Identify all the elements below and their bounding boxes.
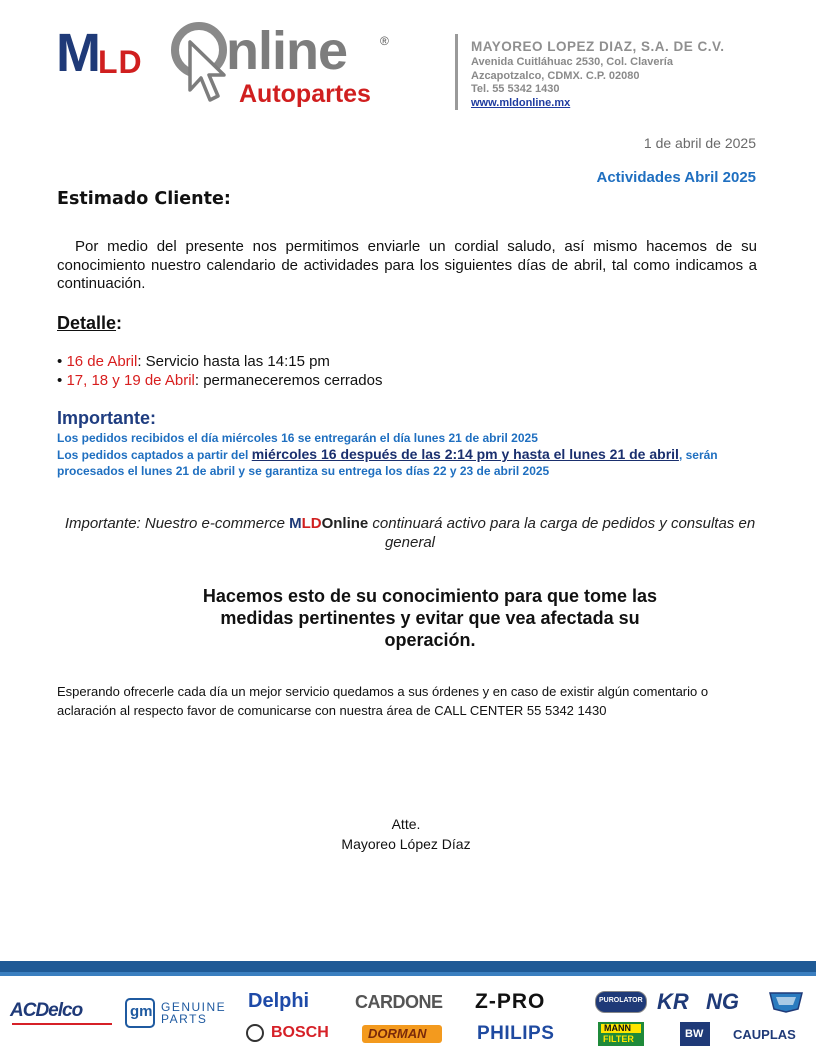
company-logo — [56, 20, 396, 112]
closing-paragraph: Esperando ofrecerle cada día un mejor servicio quedamos a sus órdenes y en caso de existir algún comentario o aclaración al respecto favor de comunicarse con nuestra área de CALL CENTER 55 5342 1430 — [57, 684, 709, 718]
logo-cursor-o-icon — [168, 20, 230, 110]
detail-list — [57, 353, 382, 390]
parts-text: PARTS — [161, 1012, 208, 1026]
intro-paragraph: Por medio del presente nos permitimos enviarle un cordial saludo, así mismo hacemos de su conocimiento nuestro calendario de actividades para los siguientes días de abril, tal como indicamos a continuación. — [57, 238, 757, 292]
dorman-badge — [362, 1025, 442, 1043]
brand-ng-text: NG — [706, 989, 739, 1014]
important-highlight: miércoles 16 después de las 2:14 pm y hasta el lunes 21 de abril — [251, 446, 679, 462]
brand-logo-kr — [657, 991, 689, 1013]
mann-filter-badge — [598, 1022, 644, 1046]
signature-block — [300, 814, 512, 854]
bullet: • — [57, 371, 63, 389]
company-phone: Tel. 55 5342 1430 — [471, 83, 560, 95]
detail-date: 17, 18 y 19 de Abril — [66, 371, 195, 389]
ecommerce-pre: Importante: Nuestro e-commerce — [64, 515, 290, 532]
brand-dorman-text: DORMAN — [368, 1026, 427, 1041]
brand-kr-text: KR — [657, 989, 689, 1014]
footer-band-accent — [0, 972, 816, 976]
detail-heading-text: Detalle — [57, 313, 117, 333]
brand-logo-philips: PHILIPS — [477, 1023, 555, 1044]
brand-purolator-text: PUROLATOR — [599, 997, 643, 1004]
detail-heading-colon: : — [116, 313, 123, 333]
detail-heading — [57, 313, 122, 334]
signer-name: Mayoreo López Díaz — [341, 836, 471, 852]
logo-letters-ld: LD — [98, 44, 143, 80]
bullet: • — [57, 353, 63, 370]
footer-band — [0, 961, 816, 972]
company-address-line2: Azcapotzalco, CDMX. C.P. 02080 — [471, 69, 640, 82]
important-line-2-pre: Los pedidos captados a partir del — [57, 448, 252, 462]
brand-online: Online — [321, 515, 369, 532]
brand-gm-text: gm — [130, 1003, 153, 1020]
company-address-line1: Avenida Cuitláhuac 2530, Col. Clavería — [471, 56, 673, 68]
ecommerce-post: continuará activo para la carga de pedidos y consultas en general — [368, 515, 756, 551]
brand-logo-ng — [706, 991, 739, 1013]
brand-logo-acdelco — [10, 1001, 82, 1020]
genuine-text: GENUINE — [161, 1000, 227, 1014]
important-line-2-post: , serán procesados el lunes 21 de abril y se garantiza su entrega los días 22 y 23 de abril 2025 — [57, 448, 718, 478]
ecommerce-brand — [289, 515, 368, 532]
sign-off: Atte. — [391, 816, 421, 832]
brand-acdelco-text: ACDelco — [10, 1000, 83, 1021]
important-line-2 — [57, 446, 762, 479]
ecommerce-note — [60, 514, 760, 552]
brand-logo-cauplas: CAUPLAS — [733, 1027, 796, 1042]
header-divider — [455, 34, 458, 110]
brand-ld: LD — [301, 515, 322, 532]
logo-word-nline: nline — [226, 21, 348, 81]
acdelco-underline — [12, 1023, 112, 1025]
important-body — [57, 430, 762, 479]
detail-date: 16 de Abril — [66, 353, 138, 370]
brand-logo-gm — [125, 998, 155, 1028]
brand-m: M — [289, 515, 302, 532]
logo-letter-m: M — [56, 23, 101, 83]
shield-brand-icon — [768, 991, 804, 1013]
brand-logo-zpro: Z-PRO — [475, 990, 546, 1013]
brand-mann-text: MANN — [604, 1023, 631, 1033]
purolator-badge — [595, 991, 647, 1013]
important-line-1: Los pedidos recibidos el día miércoles 16 se entregarán el día lunes 21 de abril 2025 — [57, 431, 538, 445]
brand-logo-bosch: BOSCH — [271, 1024, 329, 1041]
logo-tagline: Autopartes — [239, 80, 371, 108]
brand-logo-delphi: Delphi — [248, 990, 310, 1012]
brand-logo-cardone: CARDONE — [355, 992, 443, 1012]
registered-mark: ® — [380, 34, 389, 48]
bw-badge — [680, 1022, 710, 1046]
detail-text: : Servicio hasta las 14:15 pm — [137, 353, 330, 370]
brand-logo-genuine-parts — [161, 1001, 226, 1025]
company-website-link[interactable]: www.mldonline.mx — [471, 96, 571, 109]
list-item — [57, 372, 382, 391]
notice-paragraph: Hacemos esto de su conocimiento para que tome las medidas pertinentes y evitar que vea afectada su operación. — [202, 586, 658, 650]
company-name: MAYOREO LOPEZ DIAZ, S.A. DE C.V. — [471, 39, 725, 54]
important-heading: Importante: — [57, 408, 156, 428]
letter-date: 1 de abril de 2025 — [643, 135, 756, 151]
brand-bw-text: BW — [685, 1028, 704, 1040]
list-item — [57, 353, 382, 372]
company-info — [471, 38, 725, 110]
brand-filter-text: FILTER — [603, 1034, 634, 1044]
greeting: Estimado Cliente: — [57, 189, 231, 209]
letter-subject: Actividades Abril 2025 — [596, 169, 756, 186]
detail-text: : permaneceremos cerrados — [194, 371, 383, 389]
bosch-emblem-icon — [246, 1024, 264, 1042]
